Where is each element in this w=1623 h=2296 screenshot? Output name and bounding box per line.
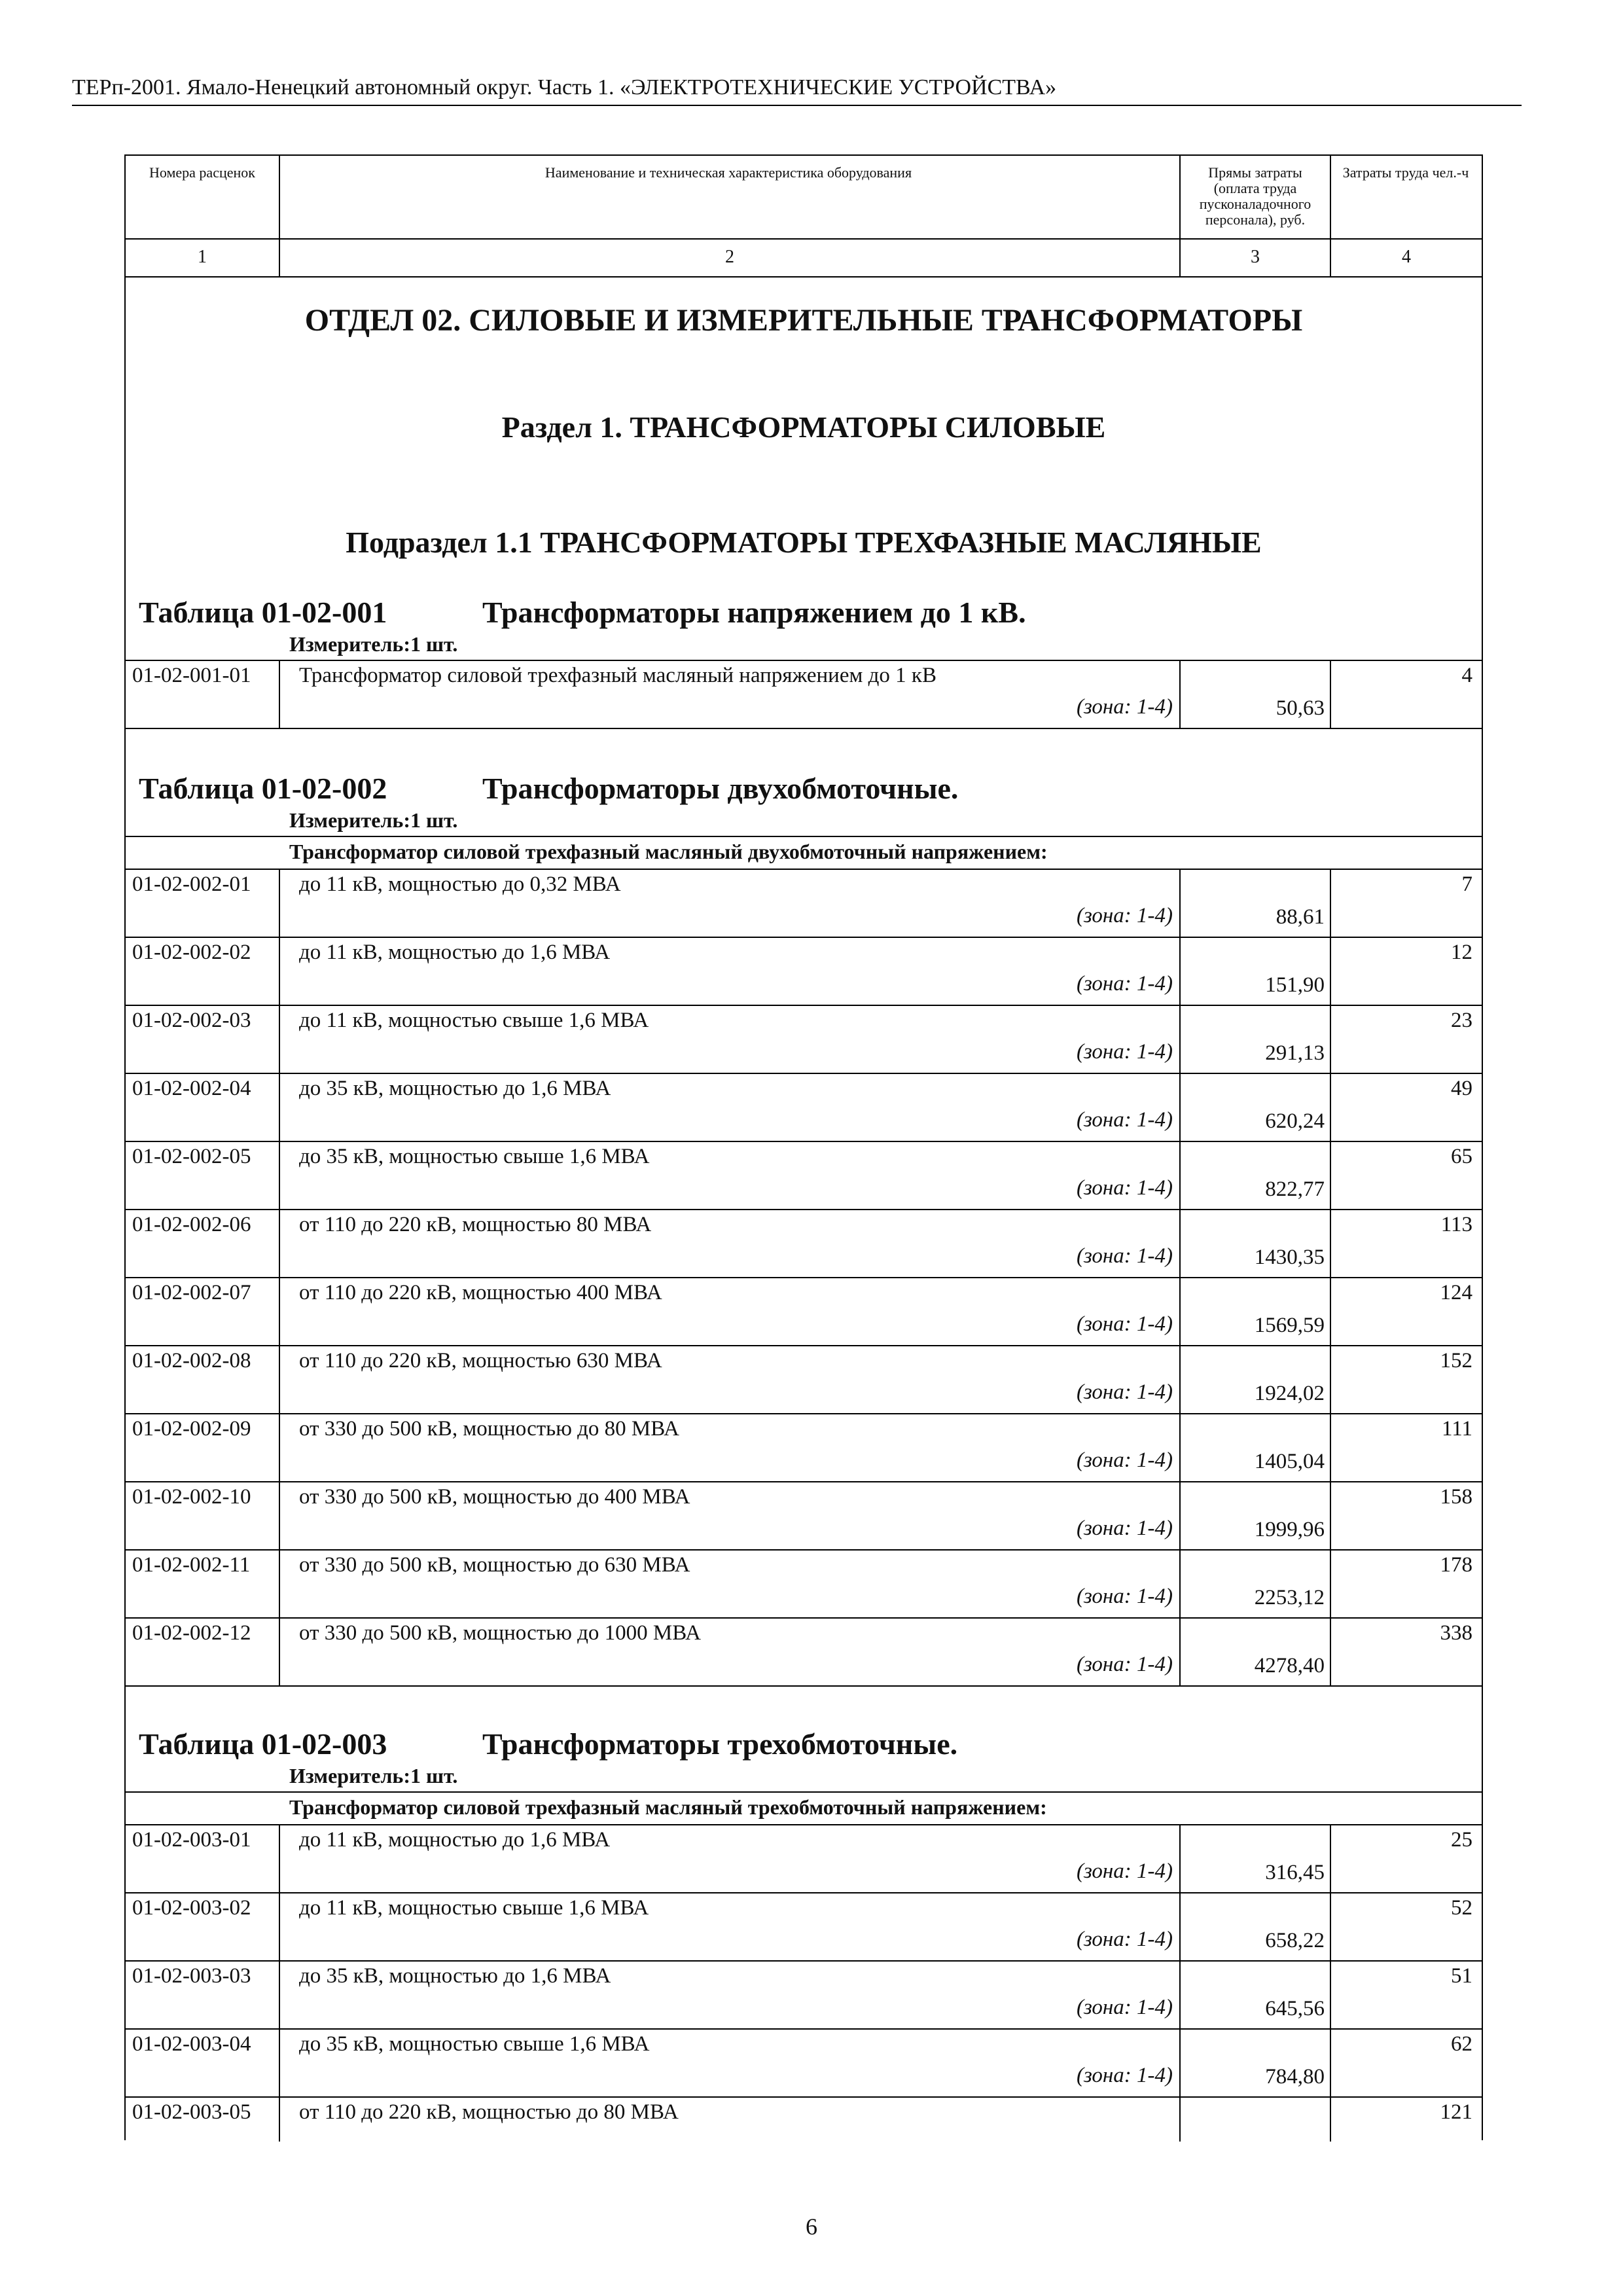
table-row bbox=[126, 937, 1482, 1005]
subsection-heading: Подраздел 1.1 ТРАНСФОРМАТОРЫ ТРЕХФАЗНЫЕ МАСЛЯНЫЕ bbox=[346, 526, 1262, 559]
rate-code: 01-02-002-08 bbox=[132, 1349, 251, 1372]
labor-cost: 23 bbox=[1451, 1009, 1472, 1032]
direct-cost: 291,13 bbox=[1265, 1041, 1325, 1065]
direct-cost: 1405,04 bbox=[1254, 1450, 1325, 1473]
direct-cost: 88,61 bbox=[1275, 905, 1325, 929]
rate-code: 01-02-003-01 bbox=[132, 1828, 251, 1852]
equipment-name: от 330 до 500 кВ, мощностью до 630 МВА bbox=[299, 1553, 690, 1577]
row-rule bbox=[126, 1685, 1482, 1687]
zone-label: (зона: 1-4) bbox=[1076, 972, 1173, 996]
column-number: 4 bbox=[1402, 247, 1411, 267]
labor-cost: 65 bbox=[1451, 1145, 1472, 1168]
zone-label: (зона: 1-4) bbox=[1076, 2064, 1173, 2087]
labor-cost: 178 bbox=[1440, 1553, 1472, 1577]
row-rule bbox=[126, 728, 1482, 729]
rate-code: 01-02-002-06 bbox=[132, 1213, 251, 1236]
rate-code: 01-02-003-05 bbox=[132, 2100, 251, 2124]
direct-cost: 151,90 bbox=[1265, 973, 1325, 997]
equipment-name: до 11 кВ, мощностью свыше 1,6 МВА bbox=[299, 1896, 649, 1920]
equipment-name: от 110 до 220 кВ, мощностью 400 МВА bbox=[299, 1281, 662, 1304]
table-row bbox=[126, 1617, 1482, 1685]
labor-cost: 113 bbox=[1440, 1213, 1472, 1236]
table-row bbox=[126, 1481, 1482, 1549]
labor-cost: 12 bbox=[1451, 941, 1472, 964]
rate-code: 01-02-002-11 bbox=[132, 1553, 251, 1577]
header-rule bbox=[72, 105, 1522, 106]
zone-label: (зона: 1-4) bbox=[1076, 1928, 1173, 1951]
table-caption: Трансформаторы двухобмоточные. bbox=[482, 772, 959, 805]
page-number: 6 bbox=[806, 2214, 817, 2240]
table-row bbox=[126, 1413, 1482, 1481]
table-title bbox=[139, 594, 1026, 631]
zone-label: (зона: 1-4) bbox=[1076, 1653, 1173, 1676]
zone-label: (зона: 1-4) bbox=[1076, 1244, 1173, 1268]
rate-code: 01-02-003-02 bbox=[132, 1896, 251, 1920]
equipment-name: от 330 до 500 кВ, мощностью до 80 МВА bbox=[299, 1417, 680, 1441]
direct-cost: 1924,02 bbox=[1254, 1382, 1325, 1405]
table-row bbox=[126, 869, 1482, 937]
equipment-name: от 330 до 500 кВ, мощностью до 400 МВА bbox=[299, 1485, 690, 1509]
table-row bbox=[126, 1005, 1482, 1073]
rate-code: 01-02-002-05 bbox=[132, 1145, 251, 1168]
rate-code: 01-02-002-10 bbox=[132, 1485, 251, 1509]
equipment-name: от 330 до 500 кВ, мощностью до 1000 МВА bbox=[299, 1621, 702, 1645]
zone-label: (зона: 1-4) bbox=[1076, 1108, 1173, 1132]
table-row bbox=[126, 660, 1482, 728]
equipment-name: от 110 до 220 кВ, мощностью до 80 МВА bbox=[299, 2100, 679, 2124]
table-number: Таблица 01-02-003 bbox=[139, 1727, 387, 1761]
column-number: 2 bbox=[725, 247, 734, 267]
table-row bbox=[126, 1960, 1482, 2028]
row-rule bbox=[126, 836, 1482, 837]
equipment-name: до 35 кВ, мощностью до 1,6 МВА bbox=[299, 1077, 611, 1100]
table-number: Таблица 01-02-002 bbox=[139, 772, 387, 805]
equipment-name: до 11 кВ, мощностью до 1,6 МВА bbox=[299, 941, 611, 964]
direct-cost: 784,80 bbox=[1265, 2065, 1325, 2089]
labor-cost: 7 bbox=[1461, 872, 1472, 896]
rate-code: 01-02-003-04 bbox=[132, 2032, 251, 2056]
labor-cost: 4 bbox=[1461, 664, 1472, 687]
direct-cost: 658,22 bbox=[1265, 1929, 1325, 1952]
rate-code: 01-02-002-02 bbox=[132, 941, 251, 964]
direct-cost: 620,24 bbox=[1265, 1109, 1325, 1133]
labor-cost: 338 bbox=[1440, 1621, 1472, 1645]
equipment-name: до 11 кВ, мощностью свыше 1,6 МВА bbox=[299, 1009, 649, 1032]
labor-cost: 51 bbox=[1451, 1964, 1472, 1988]
table-row bbox=[126, 1277, 1482, 1345]
direct-cost: 1999,96 bbox=[1254, 1518, 1325, 1541]
equipment-name: до 35 кВ, мощностью свыше 1,6 МВА bbox=[299, 1145, 650, 1168]
column-number: 3 bbox=[1251, 247, 1260, 267]
header-rule-inner bbox=[126, 238, 1482, 240]
rate-code: 01-02-002-12 bbox=[132, 1621, 251, 1645]
zone-label: (зона: 1-4) bbox=[1076, 1176, 1173, 1200]
zone-label: (зона: 1-4) bbox=[1076, 1516, 1173, 1540]
table-measure: Измеритель:1 шт. bbox=[289, 632, 458, 656]
column-header-3: Прямы затраты (оплата труда пусконаладочного персонала), руб. bbox=[1199, 164, 1311, 228]
labor-cost: 152 bbox=[1440, 1349, 1472, 1372]
table-row bbox=[126, 1141, 1482, 1209]
table-measure: Измеритель:1 шт. bbox=[289, 1764, 458, 1787]
labor-cost: 25 bbox=[1451, 1828, 1472, 1852]
column-header-1: Номера расценок bbox=[149, 164, 255, 181]
table-row bbox=[126, 1549, 1482, 1617]
table-measure: Измеритель:1 шт. bbox=[289, 808, 458, 832]
direct-cost: 4278,40 bbox=[1254, 1654, 1325, 1677]
direct-cost: 316,45 bbox=[1265, 1861, 1325, 1884]
equipment-name: от 110 до 220 кВ, мощностью 630 МВА bbox=[299, 1349, 662, 1372]
labor-cost: 124 bbox=[1440, 1281, 1472, 1304]
direct-cost: 1430,35 bbox=[1254, 1246, 1325, 1269]
direct-cost: 2253,12 bbox=[1254, 1586, 1325, 1609]
equipment-name: до 11 кВ, мощностью до 0,32 МВА bbox=[299, 872, 621, 896]
header-rule-inner bbox=[126, 276, 1482, 278]
equipment-name: от 110 до 220 кВ, мощностью 80 МВА bbox=[299, 1213, 652, 1236]
zone-label: (зона: 1-4) bbox=[1076, 1448, 1173, 1472]
rate-code: 01-02-003-03 bbox=[132, 1964, 251, 1988]
labor-cost: 111 bbox=[1441, 1417, 1472, 1441]
table-title bbox=[139, 1726, 957, 1763]
rate-code: 01-02-002-04 bbox=[132, 1077, 251, 1100]
column-header-4: Затраты труда чел.-ч bbox=[1342, 164, 1469, 181]
labor-cost: 121 bbox=[1440, 2100, 1472, 2124]
table-row bbox=[126, 1345, 1482, 1413]
direct-cost: 50,63 bbox=[1275, 696, 1325, 720]
labor-cost: 158 bbox=[1440, 1485, 1472, 1509]
column-header-2: Наименование и техническая характеристика оборудования bbox=[544, 164, 912, 181]
rate-code: 01-02-002-07 bbox=[132, 1281, 251, 1304]
zone-label: (зона: 1-4) bbox=[1076, 695, 1173, 719]
equipment-name: до 35 кВ, мощностью до 1,6 МВА bbox=[299, 1964, 611, 1988]
zone-label: (зона: 1-4) bbox=[1076, 1380, 1173, 1404]
direct-cost: 645,56 bbox=[1265, 1997, 1325, 2020]
equipment-name: до 11 кВ, мощностью до 1,6 МВА bbox=[299, 1828, 611, 1852]
equipment-name: до 35 кВ, мощностью свыше 1,6 МВА bbox=[299, 2032, 650, 2056]
table-row bbox=[126, 2028, 1482, 2096]
rate-code: 01-02-002-09 bbox=[132, 1417, 251, 1441]
direct-cost: 822,77 bbox=[1265, 1177, 1325, 1201]
table-row bbox=[126, 1073, 1482, 1141]
labor-cost: 62 bbox=[1451, 2032, 1472, 2056]
zone-label: (зона: 1-4) bbox=[1076, 1996, 1173, 2019]
table-row bbox=[126, 1892, 1482, 1960]
table-caption: Трансформаторы трехобмоточные. bbox=[482, 1727, 958, 1761]
direct-cost: 1569,59 bbox=[1254, 1314, 1325, 1337]
column-number: 1 bbox=[198, 247, 207, 267]
row-rule bbox=[126, 1791, 1482, 1793]
price-table bbox=[124, 154, 1483, 2140]
group-heading: Трансформатор силовой трехфазный масляный трехобмоточный напряжением: bbox=[289, 1795, 1047, 1819]
rate-code: 01-02-001-01 bbox=[132, 664, 251, 687]
group-heading: Трансформатор силовой трехфазный масляный двухобмоточный напряжением: bbox=[289, 840, 1048, 863]
zone-label: (зона: 1-4) bbox=[1076, 1859, 1173, 1883]
table-title bbox=[139, 770, 958, 807]
department-heading: ОТДЕЛ 02. СИЛОВЫЕ И ИЗМЕРИТЕЛЬНЫЕ ТРАНСФОРМАТОРЫ bbox=[304, 303, 1303, 338]
section-heading: Раздел 1. ТРАНСФОРМАТОРЫ СИЛОВЫЕ bbox=[501, 410, 1106, 444]
running-header: ТЕРп-2001. Ямало-Ненецкий автономный округ. Часть 1. «ЭЛЕКТРОТЕХНИЧЕСКИЕ УСТРОЙСТВА» bbox=[72, 75, 1057, 99]
table-row bbox=[126, 1824, 1482, 1892]
zone-label: (зона: 1-4) bbox=[1076, 904, 1173, 927]
table-row bbox=[126, 2096, 1482, 2142]
equipment-name: Трансформатор силовой трехфазный масляный напряжением до 1 кВ bbox=[299, 664, 936, 687]
table-number: Таблица 01-02-001 bbox=[139, 596, 387, 629]
labor-cost: 49 bbox=[1451, 1077, 1472, 1100]
rate-code: 01-02-002-03 bbox=[132, 1009, 251, 1032]
rate-code: 01-02-002-01 bbox=[132, 872, 251, 896]
zone-label: (зона: 1-4) bbox=[1076, 1040, 1173, 1064]
zone-label: (зона: 1-4) bbox=[1076, 1585, 1173, 1608]
table-row bbox=[126, 1209, 1482, 1277]
table-caption: Трансформаторы напряжением до 1 кВ. bbox=[482, 596, 1026, 629]
zone-label: (зона: 1-4) bbox=[1076, 1312, 1173, 1336]
labor-cost: 52 bbox=[1451, 1896, 1472, 1920]
